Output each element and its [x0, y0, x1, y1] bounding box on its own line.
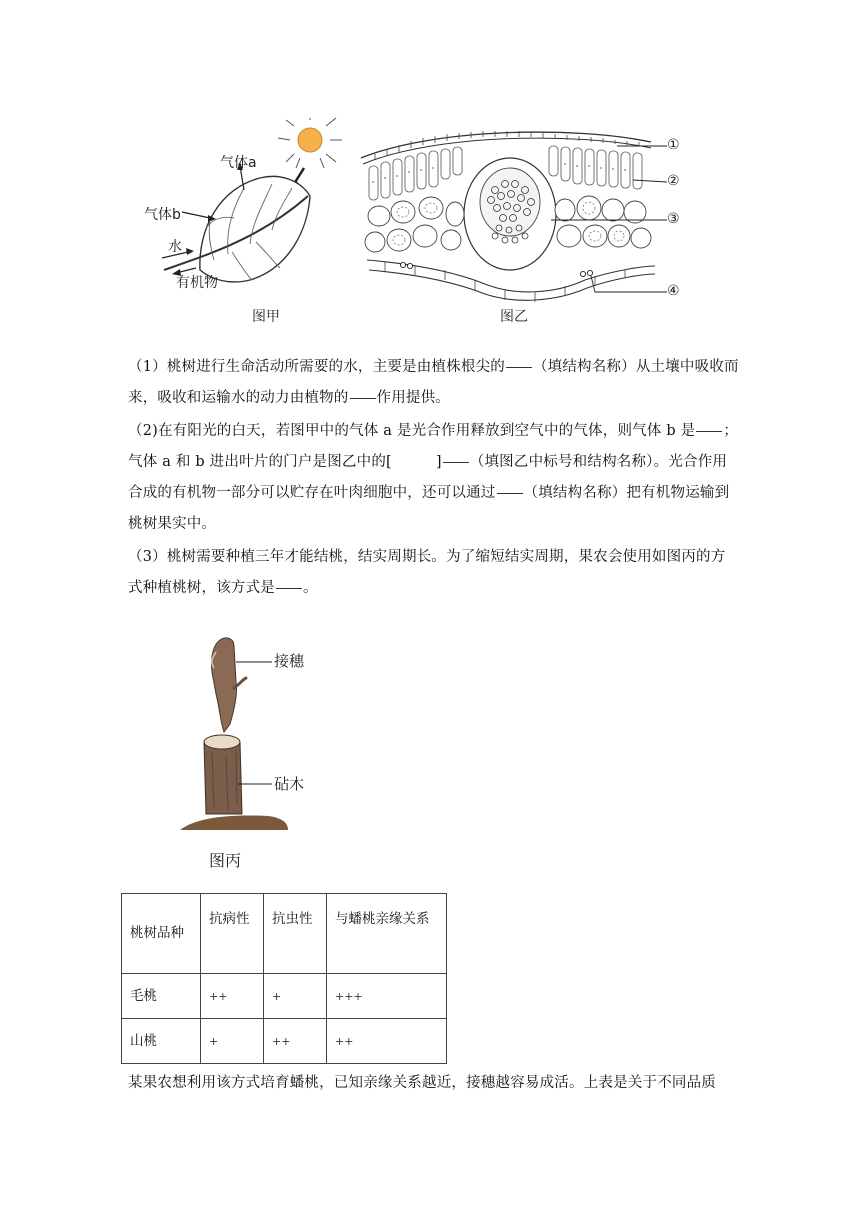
leaf-cross-section	[355, 124, 690, 309]
answer-blank-6[interactable]	[276, 587, 302, 589]
table-header-row	[122, 894, 447, 974]
marker-1: ①	[667, 137, 680, 153]
figure-jia-caption: 图甲	[252, 309, 280, 325]
table-row	[122, 974, 447, 1019]
marker-3: ③	[667, 211, 680, 227]
answer-blank-5[interactable]	[497, 492, 523, 494]
table-row	[122, 1019, 447, 1064]
table-cell: 山桃	[122, 1019, 201, 1064]
figure-yi-caption: 图乙	[500, 309, 528, 325]
question-2: （2)在有阳光的白天，若图甲中的气体 a 是光合作用释放到空气中的气体，则气体 b 是 ；气体 a 和 b 进出叶片的门户是图乙中的[ ] （填图乙中标号和结构名称）。光合作用合成的有机物一部分可以贮存在叶肉细胞中，还可以通过 （填结构名称）把有机物运输到桃树果实中。	[128, 423, 739, 532]
table-cell: ++	[264, 1019, 327, 1064]
organic-label: 有机物	[176, 275, 218, 291]
table-header-cell: 与蟠桃亲缘关系	[327, 894, 447, 974]
answer-blank-1[interactable]	[506, 366, 532, 368]
scion-label: 接穗	[274, 652, 305, 670]
answer-blank-4[interactable]	[443, 461, 469, 463]
rootstock-label: 砧木	[274, 775, 305, 793]
table-cell: ++	[327, 1019, 447, 1064]
gas-a-label: 气体a	[220, 155, 257, 171]
table-cell: +	[201, 1019, 264, 1064]
figure-yi	[355, 124, 690, 309]
table-header-cell: 抗病性	[201, 894, 264, 974]
table-cell: 毛桃	[122, 974, 201, 1019]
question-block	[128, 352, 740, 604]
peach-variety-table	[121, 893, 447, 1064]
table-header-cell: 抗虫性	[264, 894, 327, 974]
answer-blank-2[interactable]	[350, 397, 376, 399]
sun-icon	[278, 118, 342, 168]
question-3: （3）桃树需要种植三年才能结桃，结实周期长。为了缩短结实周期，果农会使用如图丙的方式种植桃树，该方式是 。	[128, 549, 726, 596]
footer-paragraph: 某果农想利用该方式培育蟠桃，已知亲缘关系越近，接穗越容易成活。上表是关于不同品质	[128, 1075, 716, 1091]
gas-b-label: 气体b	[144, 207, 181, 223]
figure-bing	[176, 632, 326, 837]
figure-jia	[140, 118, 350, 328]
water-label: 水	[168, 239, 182, 255]
figure-bing-caption: 图丙	[209, 851, 242, 870]
marker-4: ④	[667, 283, 680, 299]
question-1: （1）桃树进行生命活动所需要的水，主要是由植株根尖的 （填结构名称）从土壤中吸收而来，吸收和运输水的动力由植物的 作用提供。	[128, 359, 739, 406]
table-cell: +	[264, 974, 327, 1019]
table-cell: +++	[327, 974, 447, 1019]
answer-blank-3[interactable]	[696, 430, 722, 432]
table-cell: ++	[201, 974, 264, 1019]
marker-2: ②	[667, 173, 680, 189]
table-header-cell: 桃树品种	[122, 894, 201, 974]
